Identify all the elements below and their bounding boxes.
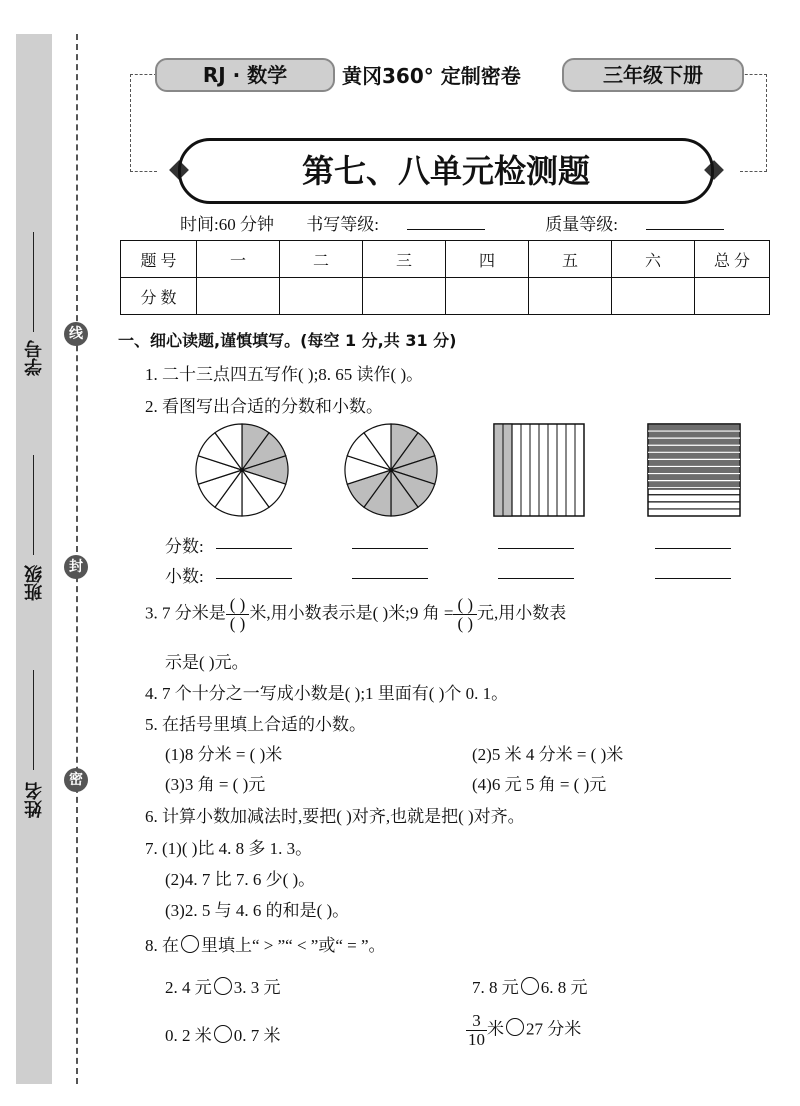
decimal-answer-4[interactable] bbox=[655, 566, 731, 579]
score-row-label: 分 数 bbox=[121, 278, 197, 315]
score-cell[interactable] bbox=[446, 278, 529, 315]
edition-pill: RJ · 数学 bbox=[155, 58, 335, 92]
fraction-answer-4[interactable] bbox=[655, 536, 731, 549]
decimal-answer-1[interactable] bbox=[216, 566, 292, 579]
fraction-figures bbox=[190, 420, 750, 522]
binding-strip bbox=[16, 34, 52, 1084]
fraction-numerator: 3 bbox=[466, 1012, 487, 1031]
score-header-cell: 总 分 bbox=[695, 241, 770, 278]
score-cell[interactable] bbox=[197, 278, 280, 315]
compare-4-right: 27 分米 bbox=[526, 1019, 582, 1039]
question-5-4: (4)6 元 5 角 = ( )元 bbox=[472, 775, 607, 794]
score-header-cell: 三 bbox=[363, 241, 446, 278]
question-7-1: 7. (1)( )比 4. 8 多 1. 3。 bbox=[145, 839, 313, 858]
compare-4 bbox=[466, 1012, 581, 1049]
score-cell[interactable] bbox=[363, 278, 446, 315]
score-header-cell: 六 bbox=[612, 241, 695, 278]
circle-icon bbox=[181, 935, 199, 953]
fraction-blank-num: ( ) bbox=[226, 596, 250, 615]
question-5-2: (2)5 米 4 分米 = ( )米 bbox=[472, 745, 624, 764]
question-3 bbox=[145, 596, 566, 633]
score-table bbox=[120, 240, 770, 315]
pie-chart-2 bbox=[345, 424, 437, 516]
quality-grade-blank bbox=[646, 215, 724, 230]
compare-1-left: 2. 4 元 bbox=[165, 978, 212, 997]
fraction-blank[interactable] bbox=[453, 596, 477, 633]
fraction-blank-den: ( ) bbox=[457, 614, 474, 633]
seal-seal: 封 bbox=[64, 555, 88, 579]
decimal-label: 小数: bbox=[165, 567, 204, 586]
seal-line: 线 bbox=[64, 322, 88, 346]
fraction-blank[interactable] bbox=[226, 596, 250, 633]
question-3-text-a: 3. 7 分米是 bbox=[145, 603, 226, 623]
header-connector-left bbox=[130, 74, 157, 172]
grade-pill: 三年级下册 bbox=[562, 58, 744, 92]
question-5-1: (1)8 分米 = ( )米 bbox=[165, 745, 283, 764]
score-table-header-row bbox=[121, 241, 770, 278]
question-1: 1. 二十三点四五写作( );8. 65 读作( )。 bbox=[145, 365, 424, 384]
compare-1-right: 3. 3 元 bbox=[233, 978, 281, 997]
vertical-strip-square bbox=[494, 424, 584, 516]
decimal-answer-3[interactable] bbox=[498, 566, 574, 579]
compare-2 bbox=[472, 973, 588, 998]
class-blank bbox=[33, 455, 34, 555]
section-title: 一、细心读题,谨慎填写。(每空 1 分,共 31 分) bbox=[118, 331, 457, 350]
question-3-text-c: 元,用小数表 bbox=[477, 603, 567, 623]
student-id-blank bbox=[33, 232, 34, 332]
question-4: 4. 7 个十分之一写成小数是( );1 里面有( )个 0. 1。 bbox=[145, 684, 509, 703]
name-label: 姓名 bbox=[24, 782, 45, 818]
question-7-2: (2)4. 7 比 7. 6 少( )。 bbox=[165, 870, 316, 889]
question-5: 5. 在括号里填上合适的小数。 bbox=[145, 715, 366, 734]
compare-2-right: 6. 8 元 bbox=[540, 978, 588, 997]
meta-row bbox=[180, 210, 780, 235]
question-8 bbox=[145, 931, 386, 956]
score-header-cell: 四 bbox=[446, 241, 529, 278]
writing-grade-label: 书写等级: bbox=[306, 215, 379, 234]
question-8-text-b: 里填上“ > ”“ < ”或“ = ”。 bbox=[201, 936, 386, 955]
compare-3 bbox=[165, 1021, 281, 1046]
score-header-cell: 五 bbox=[529, 241, 612, 278]
score-header-cell: 一 bbox=[197, 241, 280, 278]
compare-circle[interactable] bbox=[521, 977, 539, 995]
compare-4-unit: 米 bbox=[487, 1019, 504, 1039]
fraction-blank-num: ( ) bbox=[453, 596, 477, 615]
page-title: 第七、八单元检测题 bbox=[178, 138, 714, 204]
student-id-label: 学号 bbox=[24, 340, 45, 376]
seal-secret: 密 bbox=[64, 768, 88, 792]
compare-1 bbox=[165, 973, 281, 998]
name-blank bbox=[33, 670, 34, 770]
question-3-text-b: 米,用小数表示是( )米;9 角 = bbox=[249, 603, 454, 623]
question-5-3: (3)3 角 = ( )元 bbox=[165, 775, 266, 794]
question-8-text-a: 8. 在 bbox=[145, 936, 179, 955]
fraction-blank-den: ( ) bbox=[229, 614, 246, 633]
compare-3-right: 0. 7 米 bbox=[233, 1026, 281, 1045]
fraction-denominator: 10 bbox=[468, 1030, 485, 1049]
question-6: 6. 计算小数加减法时,要把( )对齐,也就是把( )对齐。 bbox=[145, 807, 525, 826]
header-connector-right bbox=[740, 74, 767, 172]
fraction-answer-1[interactable] bbox=[216, 536, 292, 549]
fraction-answer-2[interactable] bbox=[352, 536, 428, 549]
question-3-continued: 示是( )元。 bbox=[165, 653, 249, 672]
class-label: 班级 bbox=[24, 565, 45, 601]
compare-circle[interactable] bbox=[214, 977, 232, 995]
compare-2-left: 7. 8 元 bbox=[472, 978, 519, 997]
question-2: 2. 看图写出合适的分数和小数。 bbox=[145, 397, 383, 416]
score-cell[interactable] bbox=[695, 278, 770, 315]
score-cell[interactable] bbox=[612, 278, 695, 315]
brand-title: 黄冈360° 定制密卷 bbox=[342, 64, 521, 88]
fraction-answer-3[interactable] bbox=[498, 536, 574, 549]
compare-circle[interactable] bbox=[214, 1025, 232, 1043]
horizontal-strip-square bbox=[648, 424, 740, 516]
fraction-3-10 bbox=[466, 1012, 487, 1049]
score-header-cell: 二 bbox=[280, 241, 363, 278]
time-label: 时间:60 分钟 bbox=[180, 215, 274, 234]
question-7-3: (3)2. 5 与 4. 6 的和是( )。 bbox=[165, 901, 350, 920]
writing-grade-blank bbox=[407, 215, 485, 230]
quality-grade-label: 质量等级: bbox=[545, 215, 618, 234]
pie-chart-1 bbox=[196, 424, 288, 516]
score-cell[interactable] bbox=[280, 278, 363, 315]
fraction-label: 分数: bbox=[165, 537, 204, 556]
compare-3-left: 0. 2 米 bbox=[165, 1026, 212, 1045]
score-header-cell: 题 号 bbox=[121, 241, 197, 278]
score-table-score-row bbox=[121, 278, 770, 315]
decimal-answer-2[interactable] bbox=[352, 566, 428, 579]
compare-circle[interactable] bbox=[506, 1018, 524, 1036]
score-cell[interactable] bbox=[529, 278, 612, 315]
